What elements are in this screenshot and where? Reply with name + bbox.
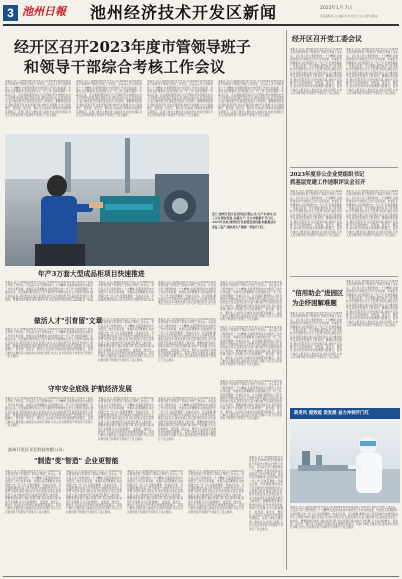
section-title: 池州经济技术开发区新闻	[90, 3, 278, 22]
item3-body-col1: 本报讯 近日,池州经济技术开发区召开2023年度市管领导班子和领导干部综合考核工作会议。会议深入学习贯彻党的二十大精神,全面贯彻落实中央经济工作会议和省委、市委有关部署要求,总结回顾过去一年工作,安排部署新一年重点任务。会议强调,要坚持以习近平新时代中国特色社会主义思想为指导,锚定目标任务,紧扣发展主线,扛起责任担当,奋力推动经开区高质量发展迈上新台阶。要聚焦项目建设,强化招商引资,优化营商环境,加快产业集聚,全力以赴稳增长、促发展、保安全、惠民生,以实际行动和优异成绩谱写新篇章。各部门单位主要负责人参加会议并进行述职,与会人员对领导班子和领导干部进行了民主测评。	[5, 397, 93, 428]
issue-date: 2023年1月 7日	[320, 6, 353, 11]
right-top-body-col1: 本报讯 近日,池州经济技术开发区召开2023年度市管领导班子和领导干部综合考核工作会议。会议深入学习贯彻党的二十大精神,全面贯彻落实中央经济工作会议和省委、市委有关部署要求,总结回顾过去一年工作,安排部署新一年重点任务。会议强调,要坚持以习近平新时代中国特色社会主义思想为指导,锚定目标任务,紧扣发展主线,扛起责任担当,奋力推动经开区高质量发展迈上新台阶。要聚焦项目建设,强化招商引资,优化营商环境,加快产业集聚,全力以赴稳增长、促发展、保安全、惠民生,以实际行动和优异成绩谱写新篇章。各部门单位主要负责人参加会议并进行述职,与会人员对领导班子和领导干部进行了民主测评。	[290, 48, 342, 96]
lead-body-col2: 本报讯 近日,池州经济技术开发区召开2023年度市管领导班子和领导干部综合考核工作会议。会议深入学习贯彻党的二十大精神,全面贯彻落实中央经济工作会议和省委、市委有关部署要求,总结回顾过去一年工作,安排部署新一年重点任务。会议强调,要坚持以习近平新时代中国特色社会主义思想为指导,锚定目标任务,紧扣发展主线,扛起责任担当,奋力推动经开区高质量发展迈上新台阶。要聚焦项目建设,强化招商引资,优化营商环境,加快产业集聚,全力以赴稳增长、促发展、保安全、惠民生,以实际行动和优异成绩谱写新篇章。各部门单位主要负责人参加会议并进行述职,与会人员对领导班子和领导干部进行了民主测评。	[76, 80, 142, 118]
lead-headline-line1: 经开区召开2023年度市管领导班子	[14, 38, 251, 56]
item2-body-col2: 本报讯 近日,池州经济技术开发区召开2023年度市管领导班子和领导干部综合考核工作会议。会议深入学习贯彻党的二十大精神,全面贯彻落实中央经济工作会议和省委、市委有关部署要求,总结回顾过去一年工作,安排部署新一年重点任务。会议强调,要坚持以习近平新时代中国特色社会主义思想为指导,锚定目标任务,紧扣发展主线,扛起责任担当,奋力推动经开区高质量发展迈上新台阶。要聚焦项目建设,强化招商引资,优化营商环境,加快产业集聚,全力以赴稳增长、促发展、保安全、惠民生,以实际行动和优异成绩谱写新篇章。各部门单位主要负责人参加会议并进行述职,与会人员对领导班子和领导干部进行了民主测评。	[98, 318, 154, 362]
bottom-body-col4: 本报讯 近日,池州经济技术开发区召开2023年度市管领导班子和领导干部综合考核工作会议。会议深入学习贯彻党的二十大精神,全面贯彻落实中央经济工作会议和省委、市委有关部署要求,总结回顾过去一年工作,安排部署新一年重点任务。会议强调,要坚持以习近平新时代中国特色社会主义思想为指导,锚定目标任务,紧扣发展主线,扛起责任担当,奋力推动经开区高质量发展迈上新台阶。要聚焦项目建设,强化招商引资,优化营商环境,加快产业集聚,全力以赴稳增长、促发展、保安全、惠民生,以实际行动和优异成绩谱写新篇章。各部门单位主要负责人参加会议并进行述职,与会人员对领导班子和领导干部进行了民主测评。	[188, 470, 244, 514]
newspaper-logo: 池州日報	[22, 5, 66, 18]
right-mid-headline-line1: 2023年度非公企业党组织书记	[290, 172, 365, 178]
bottom-body-col1: 本报讯 近日,池州经济技术开发区召开2023年度市管领导班子和领导干部综合考核工作会议。会议深入学习贯彻党的二十大精神,全面贯彻落实中央经济工作会议和省委、市委有关部署要求,总结回顾过去一年工作,安排部署新一年重点任务。会议强调,要坚持以习近平新时代中国特色社会主义思想为指导,锚定目标任务,紧扣发展主线,扛起责任担当,奋力推动经开区高质量发展迈上新台阶。要聚焦项目建设,强化招商引资,优化营商环境,加快产业集聚,全力以赴稳增长、促发展、保安全、惠民生,以实际行动和优异成绩谱写新篇章。各部门单位主要负责人参加会议并进行述职,与会人员对领导班子和领导干部进行了民主测评。	[5, 470, 61, 514]
lab-worker-photo	[290, 421, 400, 503]
bottom-kicker: 池州开发区亚芯科技有限公司:	[8, 447, 64, 452]
right-third-headline-line2: 为企纾困解难题	[292, 299, 337, 307]
item1-body-col4: 本报讯 近日,池州经济技术开发区召开2023年度市管领导班子和领导干部综合考核工作会议。会议深入学习贯彻党的二十大精神,全面贯彻落实中央经济工作会议和省委、市委有关部署要求,总结回顾过去一年工作,安排部署新一年重点任务。会议强调,要坚持以习近平新时代中国特色社会主义思想为指导,锚定目标任务,紧扣发展主线,扛起责任担当,奋力推动经开区高质量发展迈上新台阶。要聚焦项目建设,强化招商引资,优化营商环境,加快产业集聚,全力以赴稳增长、促发展、保安全、惠民生,以实际行动和优异成绩谱写新篇章。各部门单位主要负责人参加会议并进行述职,与会人员对领导班子和领导干部进行了民主测评。	[220, 281, 282, 322]
page-number-badge: 3	[3, 5, 18, 21]
right-third-body-col2: 本报讯 近日,池州经济技术开发区召开2023年度市管领导班子和领导干部综合考核工作会议。会议深入学习贯彻党的二十大精神,全面贯彻落实中央经济工作会议和省委、市委有关部署要求,总结回顾过去一年工作,安排部署新一年重点任务。会议强调,要坚持以习近平新时代中国特色社会主义思想为指导,锚定目标任务,紧扣发展主线,扛起责任担当,奋力推动经开区高质量发展迈上新台阶。要聚焦项目建设,强化招商引资,优化营商环境,加快产业集聚,全力以赴稳增长、促发展、保安全、惠民生,以实际行动和优异成绩谱写新篇章。各部门单位主要负责人参加会议并进行述职,与会人员对领导班子和领导干部进行了民主测评。	[346, 280, 398, 328]
column-divider	[286, 30, 287, 570]
right-divider-1	[290, 167, 398, 168]
right-mid-body-col2: 本报讯 近日,池州经济技术开发区召开2023年度市管领导班子和领导干部综合考核工作会议。会议深入学习贯彻党的二十大精神,全面贯彻落实中央经济工作会议和省委、市委有关部署要求,总结回顾过去一年工作,安排部署新一年重点任务。会议强调,要坚持以习近平新时代中国特色社会主义思想为指导,锚定目标任务,紧扣发展主线,扛起责任担当,奋力推动经开区高质量发展迈上新台阶。要聚焦项目建设,强化招商引资,优化营商环境,加快产业集聚,全力以赴稳增长、促发展、保安全、惠民生,以实际行动和优异成绩谱写新篇章。各部门单位主要负责人参加会议并进行述职,与会人员对领导班子和领导干部进行了民主测评。	[346, 190, 398, 238]
item1-body-col2: 本报讯 近日,池州经济技术开发区召开2023年度市管领导班子和领导干部综合考核工作会议。会议深入学习贯彻党的二十大精神,全面贯彻落实中央经济工作会议和省委、市委有关部署要求,总结回顾过去一年工作,安排部署新一年重点任务。会议强调,要坚持以习近平新时代中国特色社会主义	[98, 281, 154, 301]
right-divider-2	[290, 276, 398, 277]
factory-worker-photo	[5, 134, 209, 266]
right-third-body-col1: 本报讯 近日,池州经济技术开发区召开2023年度市管领导班子和领导干部综合考核工作会议。会议深入学习贯彻党的二十大精神,全面贯彻落实中央经济工作会议和省委、市委有关部署要求,总结回顾过去一年工作,安排部署新一年重点任务。会议强调,要坚持以习近平新时代中国特色社会主义思想为指导,锚定目标任务,紧扣发展主线,扛起责任担当,奋力推动经开区高质量发展迈上新台阶。要聚焦项目建设,强化招商引资,优化营商环境,加快产业集聚,全力以赴稳增长、促发展、保安全、惠民生,以实际行动和优异成绩谱写新篇章。各部门单位主要负责人参加会议并进行述职,与会人员对领导班子和领导干部进行了民主测评。	[290, 312, 342, 360]
editor-credits: 责任编辑:程 文 美编:刘 卓 校对:王立山 版式:姚 丽	[320, 15, 378, 18]
masthead-rule	[3, 24, 399, 26]
lead-body-col1: 本报讯 近日,池州经济技术开发区召开2023年度市管领导班子和领导干部综合考核工作会议。会议深入学习贯彻党的二十大精神,全面贯彻落实中央经济工作会议和省委、市委有关部署要求,总结回顾过去一年工作,安排部署新一年重点任务。会议强调,要坚持以习近平新时代中国特色社会主义思想为指导,锚定目标任务,紧扣发展主线,扛起责任担当,奋力推动经开区高质量发展迈上新台阶。要聚焦项目建设,强化招商引资,优化营商环境,加快产业集聚,全力以赴稳增长、促发展、保安全、惠民生,以实际行动和优异成绩谱写新篇章。各部门单位主要负责人参加会议并进行述职,与会人员对领导班子和领导干部进行了民主测评。	[5, 80, 71, 118]
item1-headline: 年产3万套大型成品柜项目快速推进	[38, 270, 145, 278]
right-top-body-col2: 本报讯 近日,池州经济技术开发区召开2023年度市管领导班子和领导干部综合考核工作会议。会议深入学习贯彻党的二十大精神,全面贯彻落实中央经济工作会议和省委、市委有关部署要求,总结回顾过去一年工作,安排部署新一年重点任务。会议强调,要坚持以习近平新时代中国特色社会主义思想为指导,锚定目标任务,紧扣发展主线,扛起责任担当,奋力推动经开区高质量发展迈上新台阶。要聚焦项目建设,强化招商引资,优化营商环境,加快产业集聚,全力以赴稳增长、促发展、保安全、惠民生,以实际行动和优异成绩谱写新篇章。各部门单位主要负责人参加会议并进行述职,与会人员对领导班子和领导干部进行了民主测评。	[346, 48, 398, 96]
bottom-body-col3: 本报讯 近日,池州经济技术开发区召开2023年度市管领导班子和领导干部综合考核工作会议。会议深入学习贯彻党的二十大精神,全面贯彻落实中央经济工作会议和省委、市委有关部署要求,总结回顾过去一年工作,安排部署新一年重点任务。会议强调,要坚持以习近平新时代中国特色社会主义思想为指导,锚定目标任务,紧扣发展主线,扛起责任担当,奋力推动经开区高质量发展迈上新台阶。要聚焦项目建设,强化招商引资,优化营商环境,加快产业集聚,全力以赴稳增长、促发展、保安全、惠民生,以实际行动和优异成绩谱写新篇章。各部门单位主要负责人参加会议并进行述职,与会人员对领导班子和领导干部进行了民主测评。	[127, 470, 183, 514]
photo-caption: 近日,池州开发区亚芯科技有限公司,生产车间内,员工正在调试设备,加紧生产,全力冲刺新年开门红。2023年以来,池州经开区抢抓发展机遇,积极推动企业复工复产,满负荷生产确保一季度开门红。	[212, 212, 276, 229]
lead-headline-line2: 和领导干部综合考核工作会议	[24, 58, 226, 76]
masthead	[0, 0, 402, 26]
bottom-body-col2: 本报讯 近日,池州经济技术开发区召开2023年度市管领导班子和领导干部综合考核工作会议。会议深入学习贯彻党的二十大精神,全面贯彻落实中央经济工作会议和省委、市委有关部署要求,总结回顾过去一年工作,安排部署新一年重点任务。会议强调,要坚持以习近平新时代中国特色社会主义思想为指导,锚定目标任务,紧扣发展主线,扛起责任担当,奋力推动经开区高质量发展迈上新台阶。要聚焦项目建设,强化招商引资,优化营商环境,加快产业集聚,全力以赴稳增长、促发展、保安全、惠民生,以实际行动和优异成绩谱写新篇章。各部门单位主要负责人参加会议并进行述职,与会人员对领导班子和领导干部进行了民主测评。	[66, 470, 122, 514]
item3-headline: 守牢安全底线 护航经济发展	[48, 385, 132, 393]
lead-body-col4: 本报讯 近日,池州经济技术开发区召开2023年度市管领导班子和领导干部综合考核工作会议。会议深入学习贯彻党的二十大精神,全面贯彻落实中央经济工作会议和省委、市委有关部署要求,总结回顾过去一年工作,安排部署新一年重点任务。会议强调,要坚持以习近平新时代中国特色社会主义思想为指导,锚定目标任务,紧扣发展主线,扛起责任担当,奋力推动经开区高质量发展迈上新台阶。要聚焦项目建设,强化招商引资,优化营商环境,加快产业集聚,全力以赴稳增长、促发展、保安全、惠民生,以实际行动和优异成绩谱写新篇章。各部门单位主要负责人参加会议并进行述职,与会人员对领导班子和领导干部进行了民主测评。	[218, 80, 284, 118]
footer-rule	[3, 576, 399, 577]
item2-headline: 做活人才"引育留"文章	[34, 317, 103, 325]
slogan-banner	[290, 408, 400, 419]
item2-body-col1: 本报讯 近日,池州经济技术开发区召开2023年度市管领导班子和领导干部综合考核工作会议。会议深入学习贯彻党的二十大精神,全面贯彻落实中央经济工作会议和省委、市委有关部署要求,总结回顾过去一年工作,安排部署新一年重点任务。会议强调,要坚持以习近平新时代中国特色社会主义思想为指导,锚定目标任务,紧扣发展主线,扛起责任担当,奋力推动经开区高质量发展迈上新台阶。要聚焦项目建设,强化招商引资,优化营商环境,加快产业集聚,全力以赴稳增长、促发展、保安全、惠民生,以实际行动和优异成绩谱写新篇章。各部门单位主要负责人参加会议并进行述职,与会人员对领导班子和领导干部进行了民主测评。	[5, 328, 93, 359]
right-third-headline-line1: "信用助企"进园区	[292, 289, 344, 297]
right-mid-headline-line2: 抓基层党建工作述职评议会召开	[290, 180, 366, 186]
bottom-headline: "制造"变"智造" 企业更智能	[34, 457, 119, 465]
item3-body-col3: 本报讯 近日,池州经济技术开发区召开2023年度市管领导班子和领导干部综合考核工作会议。会议深入学习贯彻党的二十大精神,全面贯彻落实中央经济工作会议和省委、市委有关部署要求,总结回顾过去一年工作,安排部署新一年重点任务。会议强调,要坚持以习近平新时代中国特色社会主义思想为指导,锚定目标任务,紧扣发展主线,扛起责任担当,奋力推动经开区高质量发展迈上新台阶。要聚焦项目建设,强化招商引资,优化营商环境,加快产业集聚,全力以赴稳增长、促发展、保安全、惠民生,以实际行动和优异成绩谱写新篇章。各部门单位主要负责人参加会议并进行述职,与会人员对领导班子和领导干部进行了民主测评。	[158, 397, 216, 441]
lead-body-col3: 本报讯 近日,池州经济技术开发区召开2023年度市管领导班子和领导干部综合考核工作会议。会议深入学习贯彻党的二十大精神,全面贯彻落实中央经济工作会议和省委、市委有关部署要求,总结回顾过去一年工作,安排部署新一年重点任务。会议强调,要坚持以习近平新时代中国特色社会主义思想为指导,锚定目标任务,紧扣发展主线,扛起责任担当,奋力推动经开区高质量发展迈上新台阶。要聚焦项目建设,强化招商引资,优化营商环境,加快产业集聚,全力以赴稳增长、促发展、保安全、惠民生,以实际行动和优异成绩谱写新篇章。各部门单位主要负责人参加会议并进行述职,与会人员对领导班子和领导干部进行了民主测评。	[147, 80, 213, 118]
item2-body-col3: 本报讯 近日,池州经济技术开发区召开2023年度市管领导班子和领导干部综合考核工作会议。会议深入学习贯彻党的二十大精神,全面贯彻落实中央经济工作会议和省委、市委有关部署要求,总结回顾过去一年工作,安排部署新一年重点任务。会议强调,要坚持以习近平新时代中国特色社会主义思想为指导,锚定目标任务,紧扣发展主线,扛起责任担当,奋力推动经开区高质量发展迈上新台阶。要聚焦项目建设,强化招商引资,优化营商环境,加快产业集聚,全力以赴稳增长、促发展、保安全、惠民生,以实际行动和优异成绩谱写新篇章。各部门单位主要负责人参加会议并进行述职,与会人员对领导班子和领导干部进行了民主测评。	[158, 318, 216, 362]
item3-body-col4: 本报讯 近日,池州经济技术开发区召开2023年度市管领导班子和领导干部综合考核工作会议。会议深入学习贯彻党的二十大精神,全面贯彻落实中央经济工作会议和省委、市委有关部署要求,总结回顾过去一年工作,安排部署新一年重点任务。会议强调,要坚持以习近平新时代中国特色社会主义思想为指导,锚定目标任务,紧扣发展主线,扛起责任担当,奋力推动经开区高质量发展迈上新台阶。要聚焦项目建设,强化招商引资,优化营商环境,加快产业集聚,全力以赴稳增长、促发展、保安全、惠民生,以实际行动和优异成绩谱写新篇章。各部门单位主要负责人参加会议并进行述职,与会人员对领导班子和领导干部进行了民主测评。	[220, 380, 282, 421]
right-top-headline: 经开区召开党工委会议	[292, 34, 362, 43]
lab-scene-illustration	[290, 421, 400, 503]
right-mid-body-col1: 本报讯 近日,池州经济技术开发区召开2023年度市管领导班子和领导干部综合考核工作会议。会议深入学习贯彻党的二十大精神,全面贯彻落实中央经济工作会议和省委、市委有关部署要求,总结回顾过去一年工作,安排部署新一年重点任务。会议强调,要坚持以习近平新时代中国特色社会主义思想为指导,锚定目标任务,紧扣发展主线,扛起责任担当,奋力推动经开区高质量发展迈上新台阶。要聚焦项目建设,强化招商引资,优化营商环境,加快产业集聚,全力以赴稳增长、促发展、保安全、惠民生,以实际行动和优异成绩谱写新篇章。各部门单位主要负责人参加会议并进行述职,与会人员对领导班子和领导干部进行了民主测评。	[290, 190, 342, 238]
item2-body-col4: 本报讯 近日,池州经济技术开发区召开2023年度市管领导班子和领导干部综合考核工作会议。会议深入学习贯彻党的二十大精神,全面贯彻落实中央经济工作会议和省委、市委有关部署要求,总结回顾过去一年工作,安排部署新一年重点任务。会议强调,要坚持以习近平新时代中国特色社会主义思想为指导,锚定目标任务,紧扣发展主线,扛起责任担当,奋力推动经开区高质量发展迈上新台阶。要聚焦项目建设,强化招商引资,优化营商环境,加快产业集聚,全力以赴稳增长、促发展、保安全、惠民生,以实际行动和优异成绩谱写新篇章。各部门单位主要负责人参加会议并进行述职,与会人员对领导班子和领导干部进行了民主测评。	[220, 326, 282, 367]
banner-slogan-text: 政务风 提效能 促发展 奋力冲刺开门红	[294, 411, 369, 416]
bottom-body-col5: 本报讯 近日,池州经济技术开发区召开2023年度市管领导班子和领导干部综合考核工作会议。会议深入学习贯彻党的二十大精神,全面贯彻落实中央经济工作会议和省委、市委有关部署要求,总结回顾过去一年工作,安排部署新一年重点任务。会议强调,要坚持以习近平新时代中国特色社会主义思想为指导,锚定目标任务,紧扣发展主线,扛起责任担当,奋力推动经开区高质量发展迈上新台阶。要聚焦项目建设,强化招商引资,优化营商环境,加快产业集聚,全力以赴稳增长、促发展、保安全、惠民生,以实际行动和优异成绩谱写新篇章。各部门单位主要负责人参加会议并进行述职,与会人员对领导班子和领导干部进行了民主测评。	[249, 456, 283, 531]
factory-scene-illustration	[5, 134, 209, 266]
right-bottom-body: 本报讯 近日,池州经济技术开发区召开2023年度市管领导班子和领导干部综合考核工作会议。会议深入学习贯彻党的二十大精神,全面贯彻落实中央经济工作会议和省委、市委有关部署要求,总结回顾过去一年工作,安排部署新一年重点任务。会议强调,要坚持以习近平新时代中国特色社会主义思想为指导,锚定目标任务,紧扣发展主线,扛起责任担当,奋力推动经开区高质量发展迈上新台阶。要聚焦项目建设,强化招商引资,优化营商环境,加快产业集聚,全力以赴稳增长、促发展、保安全、惠民生,以实际行动和优异成绩谱写新篇章。各部门单位主要负责人参加会议并进行述职,与会人员对领导班子和领导干部进行了民主测评。	[290, 506, 398, 530]
item3-body-col2: 本报讯 近日,池州经济技术开发区召开2023年度市管领导班子和领导干部综合考核工作会议。会议深入学习贯彻党的二十大精神,全面贯彻落实中央经济工作会议和省委、市委有关部署要求,总结回顾过去一年工作,安排部署新一年重点任务。会议强调,要坚持以习近平新时代中国特色社会主义思想为指导,锚定目标任务,紧扣发展主线,扛起责任担当,奋力推动经开区高质量发展迈上新台阶。要聚焦项目建设,强化招商引资,优化营商环境,加快产业集聚,全力以赴稳增长、促发展、保安全、惠民生,以实际行动和优异成绩谱写新篇章。各部门单位主要负责人参加会议并进行述职,与会人员对领导班子和领导干部进行了民主测评。	[98, 397, 154, 441]
item1-body-col1: 本报讯 近日,池州经济技术开发区召开2023年度市管领导班子和领导干部综合考核工作会议。会议深入学习贯彻党的二十大精神,全面贯彻落实中央经济工作会议和省委、市委有关部署要求,总结回顾过去一年工作,安排部署新一年重点任务。会议强调,要坚持以习近平新时代中国特色社会主义思想为指导,锚定目标任务,紧扣发展主线,扛起责任担当,奋力推动经开区高质量发展迈上新台阶。要聚焦项目建设,强化招商引资,优化营商环境,加快产业集聚,全力以赴	[5, 281, 93, 301]
item1-body-col3: 本报讯 近日,池州经济技术开发区召开2023年度市管领导班子和领导干部综合考核工作会议。会议深入学习贯彻党的二十大精神,全面贯彻落实中央经济工作会议和省委、市委有关部署要求,总结回顾过去一年工作,安排部署新一年重点任务。会议强调,要坚持以习近平新时代中国特色社会主义思想为指导,锚定目标任务,紧扣发展主线,扛起责任担当,奋力推	[158, 281, 216, 305]
